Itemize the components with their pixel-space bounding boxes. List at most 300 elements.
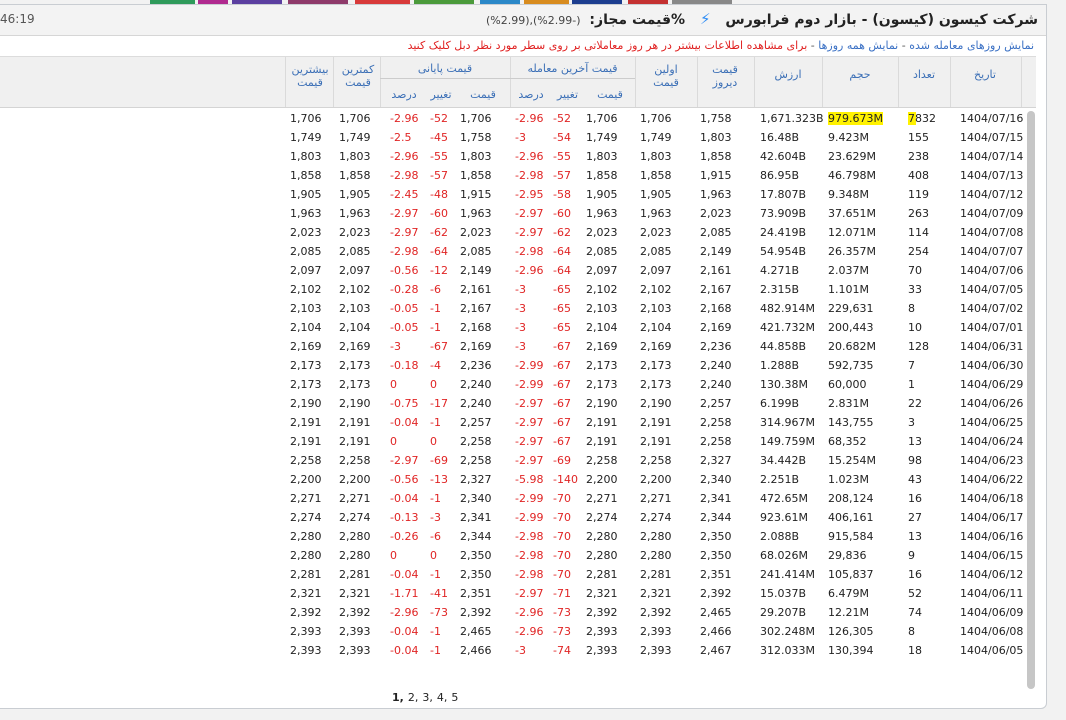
cell-prev: 1,803 — [700, 131, 732, 144]
col-min-price[interactable]: کمترین قیمت — [341, 63, 375, 89]
cell-lc: -74 — [553, 644, 571, 657]
cell-first: 2,200 — [640, 473, 672, 486]
page-link[interactable]: 5 — [451, 691, 459, 704]
cell-lp: 1,905 — [586, 188, 618, 201]
cell-cpct: -0.13 — [390, 511, 419, 524]
cell-volume: 200,443 — [828, 321, 874, 334]
cell-lc: -60 — [553, 207, 571, 220]
cell-lpct: -2.98 — [515, 530, 544, 543]
cell-count: 16 — [908, 492, 922, 505]
page-link[interactable]: 3, — [422, 691, 433, 704]
cell-lpct: -3 — [515, 302, 526, 315]
cell-volume: 592,735 — [828, 359, 874, 372]
table-row[interactable] — [0, 565, 1030, 584]
table-row[interactable] — [0, 261, 1030, 280]
pagination — [388, 691, 458, 704]
cell-prev: 2,465 — [700, 606, 732, 619]
cell-lp: 2,393 — [586, 644, 618, 657]
cell-count: 9 — [908, 549, 915, 562]
cell-lc: -67 — [553, 397, 571, 410]
cell-lpct: -2.96 — [515, 112, 544, 125]
cell-count: 13 — [908, 435, 922, 448]
cell-cc: -3 — [430, 511, 441, 524]
table-row[interactable] — [0, 432, 1030, 451]
cell-lp: 1,706 — [586, 112, 618, 125]
cell-first: 2,169 — [640, 340, 672, 353]
col-max-price[interactable]: بیشترین قیمت — [291, 63, 329, 89]
col-first-price[interactable]: اولین قیمت — [653, 63, 679, 89]
cell-cp: 2,023 — [460, 226, 492, 239]
cell-cc: -1 — [430, 625, 441, 638]
cell-volume: 60,000 — [828, 378, 867, 391]
cell-cp: 2,350 — [460, 568, 492, 581]
cell-date: 1404/07/01 — [960, 321, 1024, 334]
cell-max: 2,102 — [290, 283, 322, 296]
cell-min: 2,085 — [339, 245, 371, 258]
cell-max: 1,706 — [290, 112, 322, 125]
cell-first: 2,102 — [640, 283, 672, 296]
cell-value: 15.037B — [760, 587, 807, 600]
cell-first: 2,393 — [640, 625, 672, 638]
page-link[interactable]: 1, — [392, 691, 404, 704]
cell-volume: 9.348M — [828, 188, 869, 201]
cell-value: 2.088B — [760, 530, 800, 543]
cell-lp: 2,103 — [586, 302, 618, 315]
cell-cc: -6 — [430, 283, 441, 296]
cell-count: 18 — [908, 644, 922, 657]
table-row[interactable] — [0, 109, 1030, 128]
cell-max: 2,271 — [290, 492, 322, 505]
cell-volume: 143,755 — [828, 416, 874, 429]
cell-value: 421.732M — [760, 321, 815, 334]
cell-min: 1,706 — [339, 112, 371, 125]
cell-min: 2,321 — [339, 587, 371, 600]
cell-lp: 2,280 — [586, 530, 618, 543]
cell-first: 1,963 — [640, 207, 672, 220]
cell-volume: 2.037M — [828, 264, 869, 277]
cell-lc: -58 — [553, 188, 571, 201]
cell-value: 4.271B — [760, 264, 800, 277]
cell-lp: 2,191 — [586, 435, 618, 448]
cell-first: 2,321 — [640, 587, 672, 600]
cell-first: 2,280 — [640, 530, 672, 543]
table-row[interactable] — [0, 166, 1030, 185]
cell-volume: 208,124 — [828, 492, 874, 505]
cell-lp: 1,963 — [586, 207, 618, 220]
table-row[interactable] — [0, 204, 1030, 223]
col-last-price[interactable]: قیمت — [597, 88, 623, 101]
title-bar[interactable] — [0, 5, 1046, 36]
table-row[interactable] — [0, 242, 1030, 261]
cell-prev: 2,240 — [700, 378, 732, 391]
cell-cc: -41 — [430, 587, 448, 600]
cell-cpct: -0.56 — [390, 264, 419, 277]
all-days-link[interactable]: نمایش همه روزها — [818, 39, 899, 52]
cell-lp: 2,173 — [586, 359, 618, 372]
cell-first: 2,191 — [640, 416, 672, 429]
table-row[interactable] — [0, 128, 1030, 147]
col-closing-price[interactable]: قیمت — [470, 88, 496, 101]
cell-date: 1404/06/05 — [960, 644, 1024, 657]
cell-cc: 0 — [430, 378, 437, 391]
cell-min: 2,271 — [339, 492, 371, 505]
col-closing-group: قیمت پایانی — [417, 62, 473, 75]
table-row[interactable] — [0, 622, 1030, 641]
cell-cpct: -0.26 — [390, 530, 419, 543]
cell-first: 2,281 — [640, 568, 672, 581]
cell-max: 2,097 — [290, 264, 322, 277]
cell-lc: -70 — [553, 511, 571, 524]
cell-date: 1404/06/24 — [960, 435, 1024, 448]
cell-cp: 2,350 — [460, 549, 492, 562]
cell-date: 1404/06/31 — [960, 340, 1024, 353]
cell-lpct: -2.99 — [515, 511, 544, 524]
cell-cpct: -0.75 — [390, 397, 419, 410]
cell-max: 1,749 — [290, 131, 322, 144]
cell-volume: 23.629M — [828, 150, 876, 163]
cell-value: 73.909B — [760, 207, 807, 220]
cell-min: 2,023 — [339, 226, 371, 239]
cell-cpct: -2.96 — [390, 150, 419, 163]
table-row[interactable] — [0, 356, 1030, 375]
cell-count: 13 — [908, 530, 922, 543]
cell-min: 2,173 — [339, 359, 371, 372]
cell-min: 2,102 — [339, 283, 371, 296]
cell-value: 29.207B — [760, 606, 807, 619]
cell-lc: -71 — [553, 587, 571, 600]
col-volume[interactable]: حجم — [849, 68, 871, 81]
cell-first: 2,258 — [640, 454, 672, 467]
cell-volume: 29,836 — [828, 549, 867, 562]
cell-cp: 2,240 — [460, 397, 492, 410]
cell-cpct: 0 — [390, 549, 397, 562]
table-row[interactable] — [0, 337, 1030, 356]
cell-min: 2,103 — [339, 302, 371, 315]
cell-prev: 2,466 — [700, 625, 732, 638]
table-row[interactable] — [0, 527, 1030, 546]
cell-lc: -55 — [553, 150, 571, 163]
cell-cp: 2,169 — [460, 340, 492, 353]
cell-volume: 979.673M — [828, 112, 883, 125]
page-link[interactable]: 4, — [436, 691, 448, 704]
cell-date: 1404/07/12 — [960, 188, 1024, 201]
col-date[interactable]: تاریخ — [974, 68, 996, 81]
cell-cp: 2,344 — [460, 530, 492, 543]
cell-value: 44.858B — [760, 340, 807, 353]
table-row[interactable] — [0, 223, 1030, 242]
cell-value: 2.251B — [760, 473, 800, 486]
col-last-change[interactable]: تغییر — [556, 88, 579, 101]
cell-first: 2,392 — [640, 606, 672, 619]
cell-count: 10 — [908, 321, 922, 334]
cell-max: 2,393 — [290, 625, 322, 638]
cell-prev: 2,258 — [700, 435, 732, 448]
cell-count: 7832 — [908, 112, 936, 125]
cell-max: 1,858 — [290, 169, 322, 182]
cell-date: 1404/06/18 — [960, 492, 1024, 505]
cell-value: 42.604B — [760, 150, 807, 163]
cell-lpct: -2.96 — [515, 264, 544, 277]
col-prev-price[interactable]: قیمت دیروز — [712, 63, 738, 89]
cell-prev: 2,350 — [700, 549, 732, 562]
cell-value: 2.315B — [760, 283, 800, 296]
table-header — [0, 56, 1036, 108]
cell-lpct: -2.95 — [515, 188, 544, 201]
cell-date: 1404/07/14 — [960, 150, 1024, 163]
cell-first: 2,271 — [640, 492, 672, 505]
cell-prev: 1,915 — [700, 169, 732, 182]
cell-first: 2,173 — [640, 359, 672, 372]
cell-count: 70 — [908, 264, 922, 277]
cell-volume: 6.479M — [828, 587, 869, 600]
cell-lc: -140 — [553, 473, 578, 486]
cell-lpct: -5.98 — [515, 473, 544, 486]
cell-value: 68.026M — [760, 549, 808, 562]
cell-cpct: -2.5 — [390, 131, 412, 144]
cell-volume: 68,352 — [828, 435, 867, 448]
cell-cp: 2,340 — [460, 492, 492, 505]
cell-lp: 2,200 — [586, 473, 618, 486]
cell-max: 2,258 — [290, 454, 322, 467]
cell-prev: 2,467 — [700, 644, 732, 657]
col-last-trade-group: قیمت آخرین معامله — [527, 62, 618, 75]
table-row[interactable] — [0, 375, 1030, 394]
cell-lpct: -2.99 — [515, 492, 544, 505]
cell-date: 1404/06/15 — [960, 549, 1024, 562]
cell-cc: -4 — [430, 359, 441, 372]
cell-first: 1,858 — [640, 169, 672, 182]
table-row[interactable] — [0, 147, 1030, 166]
lightning-icon[interactable]: ⚡ — [699, 10, 711, 28]
col-last-percent[interactable]: درصد — [518, 88, 544, 101]
table-row[interactable] — [0, 584, 1030, 603]
cell-cpct: -2.97 — [390, 207, 419, 220]
page-link[interactable]: 2, — [407, 691, 419, 704]
cell-date: 1404/06/22 — [960, 473, 1024, 486]
cell-value: 6.199B — [760, 397, 800, 410]
cell-lc: -57 — [553, 169, 571, 182]
cell-date: 1404/07/09 — [960, 207, 1024, 220]
cell-max: 1,803 — [290, 150, 322, 163]
cell-lc: -67 — [553, 359, 571, 372]
cell-prev: 2,257 — [700, 397, 732, 410]
table-row[interactable] — [0, 489, 1030, 508]
cell-lpct: -2.96 — [515, 606, 544, 619]
cell-min: 1,963 — [339, 207, 371, 220]
cell-lp: 2,280 — [586, 549, 618, 562]
cell-prev: 1,758 — [700, 112, 732, 125]
cell-cpct: -0.04 — [390, 644, 419, 657]
cell-count: 119 — [908, 188, 929, 201]
cell-cc: -1 — [430, 321, 441, 334]
cell-prev: 2,240 — [700, 359, 732, 372]
cell-date: 1404/07/16 — [960, 112, 1024, 125]
cell-date: 1404/06/25 — [960, 416, 1024, 429]
cell-count: 27 — [908, 511, 922, 524]
cell-cp: 2,392 — [460, 606, 492, 619]
cell-lpct: -2.97 — [515, 226, 544, 239]
cell-cp: 2,466 — [460, 644, 492, 657]
cell-cpct: -2.98 — [390, 245, 419, 258]
cell-value: 24.419B — [760, 226, 807, 239]
cell-value: 923.61M — [760, 511, 808, 524]
cell-cc: -73 — [430, 606, 448, 619]
cell-first: 2,097 — [640, 264, 672, 277]
allowed-price-label: %قیمت مجاز: — [589, 12, 686, 28]
table-row[interactable] — [0, 641, 1030, 660]
cell-max: 2,085 — [290, 245, 322, 258]
cell-prev: 2,344 — [700, 511, 732, 524]
cell-cpct: -2.96 — [390, 606, 419, 619]
cell-value: 130.38M — [760, 378, 808, 391]
cell-cpct: -3 — [390, 340, 401, 353]
cell-cp: 2,161 — [460, 283, 492, 296]
cell-min: 2,280 — [339, 549, 371, 562]
cell-cpct: -2.98 — [390, 169, 419, 182]
cell-volume: 130,394 — [828, 644, 874, 657]
table-row[interactable] — [0, 603, 1030, 622]
col-closing-change[interactable]: تغییر — [430, 88, 452, 101]
cell-cc: -1 — [430, 416, 441, 429]
cell-volume: 15.254M — [828, 454, 876, 467]
table-row[interactable] — [0, 508, 1030, 527]
cell-max: 2,103 — [290, 302, 322, 315]
cell-lc: -67 — [553, 378, 571, 391]
cell-prev: 2,351 — [700, 568, 732, 581]
cell-prev: 2,341 — [700, 492, 732, 505]
cell-date: 1404/06/17 — [960, 511, 1024, 524]
cell-prev: 2,161 — [700, 264, 732, 277]
cell-cp: 2,167 — [460, 302, 492, 315]
cell-min: 1,803 — [339, 150, 371, 163]
cell-volume: 2.831M — [828, 397, 869, 410]
cell-value: 314.967M — [760, 416, 815, 429]
cell-count: 114 — [908, 226, 929, 239]
cell-lp: 2,321 — [586, 587, 618, 600]
cell-min: 2,190 — [339, 397, 371, 410]
cell-lp: 1,749 — [586, 131, 618, 144]
cell-lp: 2,097 — [586, 264, 618, 277]
cell-lpct: -2.97 — [515, 435, 544, 448]
cell-max: 2,104 — [290, 321, 322, 334]
cell-cc: 0 — [430, 435, 437, 448]
cell-prev: 2,236 — [700, 340, 732, 353]
cell-lp: 2,169 — [586, 340, 618, 353]
table-row[interactable] — [0, 394, 1030, 413]
cell-cc: -57 — [430, 169, 448, 182]
cell-cpct: -0.04 — [390, 416, 419, 429]
cell-date: 1404/07/13 — [960, 169, 1024, 182]
allowed-price-value: (-2.99%),(2.99%) — [485, 14, 581, 27]
cell-cp: 2,085 — [460, 245, 492, 258]
col-count[interactable]: تعداد — [912, 68, 936, 81]
cell-value: 86.95B — [760, 169, 800, 182]
cell-min: 2,104 — [339, 321, 371, 334]
cell-lc: -52 — [553, 112, 571, 125]
cell-first: 2,190 — [640, 397, 672, 410]
cell-date: 1404/06/12 — [960, 568, 1024, 581]
cell-value: 482.914M — [760, 302, 815, 315]
cell-volume: 37.651M — [828, 207, 876, 220]
cell-value: 17.807B — [760, 188, 807, 201]
col-value[interactable]: ارزش — [774, 68, 802, 81]
cell-min: 2,191 — [339, 435, 371, 448]
cell-cp: 1,758 — [460, 131, 492, 144]
cell-cpct: -0.04 — [390, 568, 419, 581]
table-row[interactable] — [0, 413, 1030, 432]
cell-cp: 1,858 — [460, 169, 492, 182]
traded-days-link[interactable]: نمایش روزهای معامله شده — [909, 39, 1034, 52]
cell-date: 1404/07/06 — [960, 264, 1024, 277]
cell-lpct: -3 — [515, 644, 526, 657]
cell-lp: 2,271 — [586, 492, 618, 505]
cell-first: 1,706 — [640, 112, 672, 125]
table-row[interactable] — [0, 299, 1030, 318]
table-row[interactable] — [0, 318, 1030, 337]
table-row[interactable] — [0, 185, 1030, 204]
vertical-scrollbar[interactable] — [1027, 111, 1035, 689]
cell-cp: 1,706 — [460, 112, 492, 125]
table-row[interactable] — [0, 470, 1030, 489]
cell-value: 1,671.323B — [760, 112, 824, 125]
cell-cpct: -2.96 — [390, 112, 419, 125]
cell-cc: -55 — [430, 150, 448, 163]
cell-max: 1,905 — [290, 188, 322, 201]
double-click-hint: برای مشاهده اطلاعات بیشتر در هر روز معاملاتی بر روی سطر مورد نظر دبل کلیک کنید — [407, 39, 808, 52]
cell-min: 2,173 — [339, 378, 371, 391]
table-row[interactable] — [0, 280, 1030, 299]
cell-value: 149.759M — [760, 435, 815, 448]
cell-lp: 1,858 — [586, 169, 618, 182]
cell-value: 34.442B — [760, 454, 807, 467]
cell-min: 1,749 — [339, 131, 371, 144]
cell-cc: -6 — [430, 530, 441, 543]
cell-prev: 2,167 — [700, 283, 732, 296]
cell-date: 1404/07/08 — [960, 226, 1024, 239]
cell-value: 302.248M — [760, 625, 815, 638]
cell-volume: 229,631 — [828, 302, 874, 315]
cell-first: 2,023 — [640, 226, 672, 239]
cell-lpct: -3 — [515, 321, 526, 334]
cell-lp: 2,102 — [586, 283, 618, 296]
cell-max: 2,173 — [290, 378, 322, 391]
cell-cc: -1 — [430, 644, 441, 657]
cell-cc: -1 — [430, 492, 441, 505]
trade-history-window — [0, 4, 1047, 709]
cell-prev: 2,149 — [700, 245, 732, 258]
cell-cpct: -0.18 — [390, 359, 419, 372]
cell-count: 8 — [908, 302, 915, 315]
table-row[interactable] — [0, 451, 1030, 470]
cell-max: 2,200 — [290, 473, 322, 486]
col-closing-percent[interactable]: درصد — [391, 88, 417, 101]
cell-cp: 2,465 — [460, 625, 492, 638]
cell-cp: 1,915 — [460, 188, 492, 201]
cell-date: 1404/06/23 — [960, 454, 1024, 467]
cell-lp: 1,803 — [586, 150, 618, 163]
cell-volume: 1.023M — [828, 473, 869, 486]
cell-cc: -13 — [430, 473, 448, 486]
cell-prev: 2,168 — [700, 302, 732, 315]
cell-prev: 2,350 — [700, 530, 732, 543]
cell-count: 43 — [908, 473, 922, 486]
table-row[interactable] — [0, 546, 1030, 565]
cell-count: 52 — [908, 587, 922, 600]
cell-lc: -67 — [553, 435, 571, 448]
cell-lc: -64 — [553, 245, 571, 258]
cell-date: 1404/06/29 — [960, 378, 1024, 391]
cell-cc: -52 — [430, 112, 448, 125]
